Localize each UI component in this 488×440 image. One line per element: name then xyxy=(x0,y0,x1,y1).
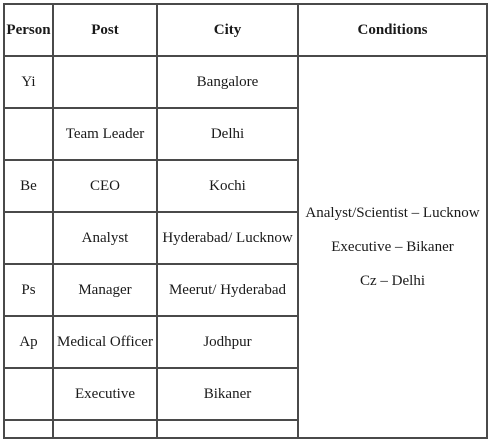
post-cell: Executive xyxy=(53,368,157,420)
header-row xyxy=(4,4,487,56)
person-cell xyxy=(4,212,53,264)
header-conditions: Conditions xyxy=(298,4,487,56)
post-cell: Manager xyxy=(53,264,157,316)
city-cell: Meerut/ Hyderabad xyxy=(157,264,298,316)
person-cell xyxy=(4,420,53,438)
person-cell: Ap xyxy=(4,316,53,368)
city-cell: Jodhpur xyxy=(157,316,298,368)
city-cell xyxy=(157,420,298,438)
person-cell xyxy=(4,368,53,420)
post-cell: Medical Officer xyxy=(53,316,157,368)
city-cell: Delhi xyxy=(157,108,298,160)
puzzle-table-frame xyxy=(3,3,486,437)
post-cell: CEO xyxy=(53,160,157,212)
person-cell xyxy=(4,108,53,160)
condition-line: Analyst/Scientist – Lucknow xyxy=(305,205,480,221)
conditions-cell xyxy=(298,56,487,438)
puzzle-table xyxy=(3,3,488,439)
person-cell: Be xyxy=(4,160,53,212)
city-cell: Bangalore xyxy=(157,56,298,108)
post-cell: Analyst xyxy=(53,212,157,264)
condition-line: Executive – Bikaner xyxy=(331,239,454,255)
post-cell xyxy=(53,420,157,438)
condition-line: Cz – Delhi xyxy=(360,273,425,289)
header-person: Person xyxy=(4,4,53,56)
city-cell: Bikaner xyxy=(157,368,298,420)
city-cell: Hyderabad/ Lucknow xyxy=(157,212,298,264)
person-cell: Yi xyxy=(4,56,53,108)
city-cell: Kochi xyxy=(157,160,298,212)
post-cell: Team Leader xyxy=(53,108,157,160)
header-city: City xyxy=(157,4,298,56)
table-row xyxy=(4,56,487,108)
post-cell xyxy=(53,56,157,108)
header-post: Post xyxy=(53,4,157,56)
person-cell: Ps xyxy=(4,264,53,316)
